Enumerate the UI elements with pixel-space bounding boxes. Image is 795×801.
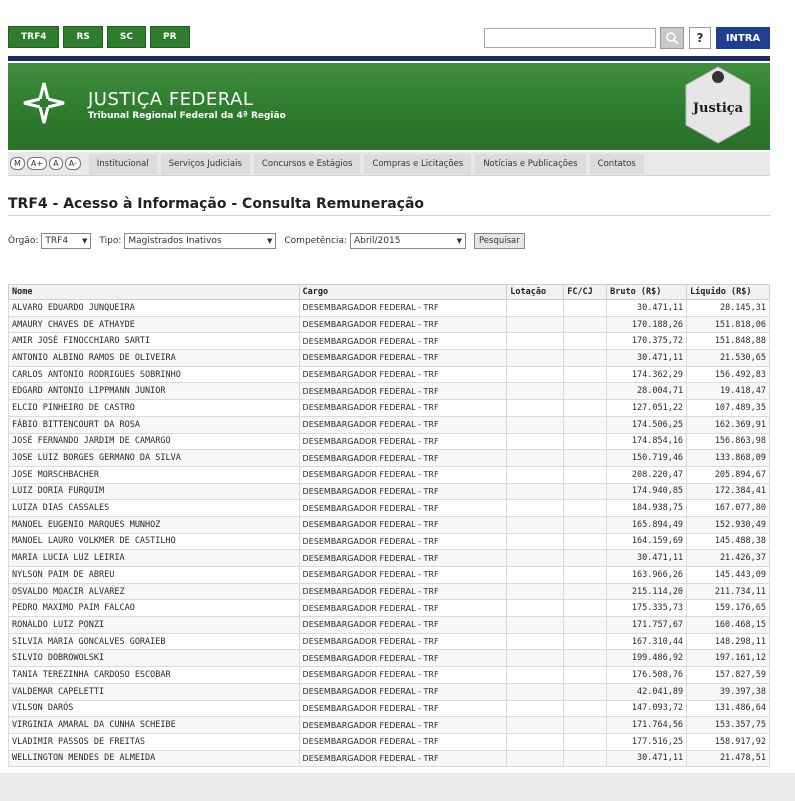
main-nav xyxy=(8,152,770,176)
table-row xyxy=(9,750,770,767)
header-divider xyxy=(8,56,770,61)
cell-liquido: 21.478,51 xyxy=(687,750,770,767)
selo-justica-seal xyxy=(682,65,754,145)
cell-bruto: 171.757,67 xyxy=(607,617,687,634)
cell-bruto: 170.375,72 xyxy=(607,333,687,350)
table-row xyxy=(9,366,770,383)
cell-bruto: 199.486,92 xyxy=(607,650,687,667)
search-button[interactable] xyxy=(660,27,684,49)
cell-lotacao xyxy=(507,300,564,317)
chevron-down-icon: ▼ xyxy=(267,237,273,245)
cell-bruto: 30.471,11 xyxy=(607,750,687,767)
cell-nome: ANTONIO ALBINO RAMOS DE OLIVEIRA xyxy=(9,350,300,367)
table-row xyxy=(9,416,770,433)
cell-fc-cj xyxy=(564,333,607,350)
competencia-value: Abril/2015 xyxy=(353,236,401,246)
cell-bruto: 176.508,76 xyxy=(607,667,687,684)
cell-liquido: 152.930,49 xyxy=(687,516,770,533)
cell-fc-cj xyxy=(564,300,607,317)
site-tab-sc[interactable]: SC xyxy=(107,26,146,48)
cell-nome: MANOEL EUGENIO MARQUES MUNHOZ xyxy=(9,516,300,533)
cell-lotacao xyxy=(507,667,564,684)
cell-fc-cj xyxy=(564,450,607,467)
cell-lotacao xyxy=(507,366,564,383)
cell-fc-cj xyxy=(564,650,607,667)
table-row xyxy=(9,450,770,467)
cell-fc-cj xyxy=(564,350,607,367)
cell-liquido: 151.848,88 xyxy=(687,333,770,350)
seal-text: Justiça xyxy=(692,101,744,116)
cell-liquido: 172.384,41 xyxy=(687,483,770,500)
cell-lotacao xyxy=(507,617,564,634)
cell-nome: JOSE MORSCHBACHER xyxy=(9,466,300,483)
cell-lotacao xyxy=(507,750,564,767)
search-icon xyxy=(665,31,679,45)
cell-lotacao xyxy=(507,567,564,584)
table-row xyxy=(9,667,770,684)
header-liquido[interactable]: Líquido (R$) xyxy=(687,285,770,300)
nav-institucional[interactable]: Institucional xyxy=(89,154,157,174)
cell-nome: FÁBIO BITTENCOURT DA ROSA xyxy=(9,416,300,433)
cell-lotacao xyxy=(507,466,564,483)
nav-concursos[interactable]: Concursos e Estágios xyxy=(254,154,361,174)
cell-nome: OSVALDO MOACIR ALVAREZ xyxy=(9,583,300,600)
cell-cargo: DESEMBARGADOR FEDERAL - TRF xyxy=(299,700,507,717)
cell-liquido: 131.486,64 xyxy=(687,700,770,717)
cell-liquido: 197.161,12 xyxy=(687,650,770,667)
cell-fc-cj xyxy=(564,516,607,533)
header-lotacao[interactable]: Lotação xyxy=(507,285,564,300)
cell-liquido: 158.917,92 xyxy=(687,733,770,750)
cell-cargo: DESEMBARGADOR FEDERAL - TRF xyxy=(299,416,507,433)
cell-cargo: DESEMBARGADOR FEDERAL - TRF xyxy=(299,567,507,584)
table-row xyxy=(9,683,770,700)
cell-nome: TANIA TEREZINHA CARDOSO ESCOBAR xyxy=(9,667,300,684)
cell-bruto: 30.471,11 xyxy=(607,550,687,567)
cell-nome: VLADIMIR PASSOS DE FREITAS xyxy=(9,733,300,750)
table-body xyxy=(9,300,770,767)
competencia-label: Competência: xyxy=(284,236,347,246)
cell-cargo: DESEMBARGADOR FEDERAL - TRF xyxy=(299,466,507,483)
cell-nome: AMIR JOSÉ FINOCCHIARO SARTI xyxy=(9,333,300,350)
chevron-down-icon: ▼ xyxy=(82,237,88,245)
cell-lotacao xyxy=(507,483,564,500)
cell-liquido: 148.298,11 xyxy=(687,633,770,650)
cell-lotacao xyxy=(507,550,564,567)
cell-bruto: 174.940,85 xyxy=(607,483,687,500)
cell-cargo: DESEMBARGADOR FEDERAL - TRF xyxy=(299,483,507,500)
cell-lotacao xyxy=(507,633,564,650)
table-row xyxy=(9,600,770,617)
cell-liquido: 107.489,35 xyxy=(687,400,770,417)
table-row xyxy=(9,633,770,650)
site-tabs xyxy=(8,26,190,48)
cell-bruto: 147.093,72 xyxy=(607,700,687,717)
cell-fc-cj xyxy=(564,667,607,684)
cell-lotacao xyxy=(507,516,564,533)
cell-cargo: DESEMBARGADOR FEDERAL - TRF xyxy=(299,350,507,367)
cell-liquido: 159.176,65 xyxy=(687,600,770,617)
cell-cargo: DESEMBARGADOR FEDERAL - TRF xyxy=(299,333,507,350)
table-row xyxy=(9,500,770,517)
cell-liquido: 145.443,09 xyxy=(687,567,770,584)
cell-lotacao xyxy=(507,733,564,750)
nav-items xyxy=(89,154,648,174)
font-size-controls xyxy=(10,157,81,170)
table-row xyxy=(9,333,770,350)
cell-lotacao xyxy=(507,350,564,367)
cell-cargo: DESEMBARGADOR FEDERAL - TRF xyxy=(299,500,507,517)
cell-fc-cj xyxy=(564,466,607,483)
header-nome[interactable]: Nome xyxy=(9,285,300,300)
cell-nome: LUIZ DORIA FURQUIM xyxy=(9,483,300,500)
cell-fc-cj xyxy=(564,717,607,734)
table-row xyxy=(9,717,770,734)
table-header-row xyxy=(9,285,770,300)
table-row xyxy=(9,516,770,533)
cell-bruto: 175.335,73 xyxy=(607,600,687,617)
cell-lotacao xyxy=(507,600,564,617)
cell-nome: JOSE LUIZ BORGES GERMANO DA SILVA xyxy=(9,450,300,467)
cell-nome: CARLOS ANTONIO RODRIGUES SOBRINHO xyxy=(9,366,300,383)
cell-nome: ALVARO EDUARDO JUNQUEIRA xyxy=(9,300,300,317)
cell-fc-cj xyxy=(564,483,607,500)
results-table xyxy=(8,284,770,767)
cell-nome: PEDRO MAXIMO PAIM FALCAO xyxy=(9,600,300,617)
table-row xyxy=(9,567,770,584)
orgao-value: TRF4 xyxy=(45,236,69,246)
cell-cargo: DESEMBARGADOR FEDERAL - TRF xyxy=(299,516,507,533)
table-row xyxy=(9,483,770,500)
table-row xyxy=(9,550,770,567)
cell-liquido: 160.468,15 xyxy=(687,617,770,634)
cell-nome: AMAURY CHAVES DE ATHAYDE xyxy=(9,316,300,333)
cell-bruto: 177.516,25 xyxy=(607,733,687,750)
cell-lotacao xyxy=(507,650,564,667)
cell-liquido: 21.426,37 xyxy=(687,550,770,567)
chevron-down-icon: ▼ xyxy=(456,237,462,245)
cell-bruto: 184.938,75 xyxy=(607,500,687,517)
cell-nome: LUIZA DIAS CASSALES xyxy=(9,500,300,517)
cell-nome: NYLSON PAIM DE ABREU xyxy=(9,567,300,584)
nav-noticias[interactable]: Notícias e Publicações xyxy=(475,154,585,174)
cell-bruto: 167.310,44 xyxy=(607,633,687,650)
font-default-button[interactable]: A xyxy=(49,157,62,170)
cell-cargo: DESEMBARGADOR FEDERAL - TRF xyxy=(299,667,507,684)
orgao-select[interactable] xyxy=(41,233,91,249)
nav-servicos-judiciais[interactable]: Serviços Judiciais xyxy=(161,154,250,174)
cell-liquido: 211.734,11 xyxy=(687,583,770,600)
cell-liquido: 205.894,67 xyxy=(687,466,770,483)
cell-liquido: 21.530,65 xyxy=(687,350,770,367)
banner-title: JUSTIÇA FEDERAL xyxy=(88,89,254,110)
cell-bruto: 171.764,56 xyxy=(607,717,687,734)
table-row xyxy=(9,700,770,717)
table-row xyxy=(9,733,770,750)
cell-liquido: 156.492,83 xyxy=(687,366,770,383)
cell-cargo: DESEMBARGADOR FEDERAL - TRF xyxy=(299,316,507,333)
cell-cargo: DESEMBARGADOR FEDERAL - TRF xyxy=(299,733,507,750)
cell-cargo: DESEMBARGADOR FEDERAL - TRF xyxy=(299,533,507,550)
justica-logo-icon[interactable] xyxy=(22,81,66,125)
cell-liquido: 162.369,91 xyxy=(687,416,770,433)
cell-nome: EDGARD ANTONIO LIPPMANN JUNIOR xyxy=(9,383,300,400)
table-row xyxy=(9,583,770,600)
cell-cargo: DESEMBARGADOR FEDERAL - TRF xyxy=(299,650,507,667)
cell-bruto: 150.719,46 xyxy=(607,450,687,467)
table-row xyxy=(9,617,770,634)
nav-compras[interactable]: Compras e Licitações xyxy=(364,154,471,174)
cell-cargo: DESEMBARGADOR FEDERAL - TRF xyxy=(299,550,507,567)
cell-fc-cj xyxy=(564,600,607,617)
cell-cargo: DESEMBARGADOR FEDERAL - TRF xyxy=(299,683,507,700)
cell-cargo: DESEMBARGADOR FEDERAL - TRF xyxy=(299,300,507,317)
cell-cargo: DESEMBARGADOR FEDERAL - TRF xyxy=(299,383,507,400)
cell-cargo: DESEMBARGADOR FEDERAL - TRF xyxy=(299,433,507,450)
table-row xyxy=(9,433,770,450)
cell-fc-cj xyxy=(564,700,607,717)
cell-liquido: 156.863,98 xyxy=(687,433,770,450)
cell-liquido: 133.868,09 xyxy=(687,450,770,467)
site-tab-pr[interactable]: PR xyxy=(150,26,190,48)
cell-bruto: 208.220,47 xyxy=(607,466,687,483)
orgao-label: Órgão: xyxy=(8,236,39,246)
cell-bruto: 164.159,69 xyxy=(607,533,687,550)
cell-lotacao xyxy=(507,683,564,700)
cell-liquido: 19.418,47 xyxy=(687,383,770,400)
cell-liquido: 28.145,31 xyxy=(687,300,770,317)
cell-lotacao xyxy=(507,333,564,350)
cell-nome: SILVIO DOBROWOLSKI xyxy=(9,650,300,667)
cell-fc-cj xyxy=(564,733,607,750)
cell-bruto: 30.471,11 xyxy=(607,300,687,317)
cell-liquido: 151.818,06 xyxy=(687,316,770,333)
cell-lotacao xyxy=(507,433,564,450)
cell-bruto: 30.471,11 xyxy=(607,350,687,367)
cell-nome: VILSON DARÓS xyxy=(9,700,300,717)
cell-lotacao xyxy=(507,500,564,517)
cell-lotacao xyxy=(507,383,564,400)
filter-form xyxy=(8,233,525,249)
header-fc-cj[interactable]: FC/CJ xyxy=(564,285,607,300)
cell-lotacao xyxy=(507,400,564,417)
cell-fc-cj xyxy=(564,567,607,584)
search-input[interactable] xyxy=(484,28,656,48)
cell-bruto: 174.506,25 xyxy=(607,416,687,433)
cell-fc-cj xyxy=(564,533,607,550)
cell-cargo: DESEMBARGADOR FEDERAL - TRF xyxy=(299,366,507,383)
cell-bruto: 127.051,22 xyxy=(607,400,687,417)
top-bar xyxy=(8,22,770,54)
cell-fc-cj xyxy=(564,316,607,333)
cell-bruto: 170.188,26 xyxy=(607,316,687,333)
cell-lotacao xyxy=(507,316,564,333)
header-bruto[interactable]: Bruto (R$) xyxy=(607,285,687,300)
table-row xyxy=(9,300,770,317)
tipo-value: Magistrados Inativos xyxy=(128,236,222,246)
cell-nome: VIRGINIA AMARAL DA CUNHA SCHEIBE xyxy=(9,717,300,734)
font-medium-button[interactable]: M xyxy=(10,157,25,170)
cell-lotacao xyxy=(507,533,564,550)
cell-fc-cj xyxy=(564,750,607,767)
cell-cargo: DESEMBARGADOR FEDERAL - TRF xyxy=(299,750,507,767)
font-smaller-button[interactable]: A- xyxy=(65,157,81,170)
cell-lotacao xyxy=(507,416,564,433)
cell-bruto: 174.854,16 xyxy=(607,433,687,450)
cell-fc-cj xyxy=(564,383,607,400)
banner-subtitle: Tribunal Regional Federal da 4ª Região xyxy=(88,111,286,121)
cell-fc-cj xyxy=(564,617,607,634)
cell-nome: MARIA LUCIA LUZ LEIRIA xyxy=(9,550,300,567)
cell-nome: RONALDO LUIZ PONZI xyxy=(9,617,300,634)
cell-lotacao xyxy=(507,700,564,717)
cell-lotacao xyxy=(507,450,564,467)
cell-cargo: DESEMBARGADOR FEDERAL - TRF xyxy=(299,400,507,417)
cell-bruto: 215.114,20 xyxy=(607,583,687,600)
table-row xyxy=(9,533,770,550)
cell-liquido: 39.397,38 xyxy=(687,683,770,700)
cell-nome: VALDEMAR CAPELETTI xyxy=(9,683,300,700)
cell-fc-cj xyxy=(564,683,607,700)
cell-fc-cj xyxy=(564,433,607,450)
table-row xyxy=(9,650,770,667)
cell-cargo: DESEMBARGADOR FEDERAL - TRF xyxy=(299,450,507,467)
cell-lotacao xyxy=(507,583,564,600)
page-title: TRF4 - Acesso à Informação - Consulta Remuneração xyxy=(8,196,425,212)
pesquisar-button[interactable]: Pesquisar xyxy=(474,233,525,249)
cell-bruto: 163.966,26 xyxy=(607,567,687,584)
cell-bruto: 174.362,29 xyxy=(607,366,687,383)
intra-button[interactable]: INTRA xyxy=(716,27,770,49)
help-button[interactable]: ? xyxy=(689,27,711,49)
cell-nome: ELCIO PINHEIRO DE CASTRO xyxy=(9,400,300,417)
font-bigger-button[interactable]: A+ xyxy=(27,157,47,170)
cell-bruto: 165.894,49 xyxy=(607,516,687,533)
competencia-select[interactable] xyxy=(350,233,466,249)
nav-contatos[interactable]: Contatos xyxy=(590,154,644,174)
cell-fc-cj xyxy=(564,500,607,517)
cell-cargo: DESEMBARGADOR FEDERAL - TRF xyxy=(299,633,507,650)
cell-nome: SILVIA MARIA GONCALVES GORAIEB xyxy=(9,633,300,650)
table-row xyxy=(9,383,770,400)
cell-cargo: DESEMBARGADOR FEDERAL - TRF xyxy=(299,600,507,617)
cell-fc-cj xyxy=(564,400,607,417)
cell-fc-cj xyxy=(564,416,607,433)
cell-bruto: 28.004,71 xyxy=(607,383,687,400)
cell-bruto: 42.041,89 xyxy=(607,683,687,700)
cell-nome: JOSÉ FERNANDO JARDIM DE CAMARGO xyxy=(9,433,300,450)
title-divider xyxy=(8,215,770,216)
cell-nome: WELLINGTON MENDES DE ALMEIDA xyxy=(9,750,300,767)
cell-fc-cj xyxy=(564,366,607,383)
cell-fc-cj xyxy=(564,633,607,650)
header-banner xyxy=(8,63,770,150)
site-tab-rs[interactable]: RS xyxy=(63,26,102,48)
cell-liquido: 145.488,38 xyxy=(687,533,770,550)
header-cargo[interactable]: Cargo xyxy=(299,285,507,300)
table-row xyxy=(9,316,770,333)
table-row xyxy=(9,466,770,483)
cell-fc-cj xyxy=(564,550,607,567)
tipo-label: Tipo: xyxy=(99,236,122,246)
cell-cargo: DESEMBARGADOR FEDERAL - TRF xyxy=(299,717,507,734)
cell-cargo: DESEMBARGADOR FEDERAL - TRF xyxy=(299,583,507,600)
cell-liquido: 153.357,75 xyxy=(687,717,770,734)
cell-cargo: DESEMBARGADOR FEDERAL - TRF xyxy=(299,617,507,634)
tipo-select[interactable] xyxy=(124,233,276,249)
bottom-overlay xyxy=(0,773,795,801)
cell-liquido: 167.077,80 xyxy=(687,500,770,517)
cell-fc-cj xyxy=(564,583,607,600)
cell-lotacao xyxy=(507,717,564,734)
cell-nome: MANOEL LAURO VOLKMER DE CASTILHO xyxy=(9,533,300,550)
table-row xyxy=(9,350,770,367)
table-row xyxy=(9,400,770,417)
cell-liquido: 157.827,59 xyxy=(687,667,770,684)
site-tab-trf4[interactable]: TRF4 xyxy=(8,26,59,48)
